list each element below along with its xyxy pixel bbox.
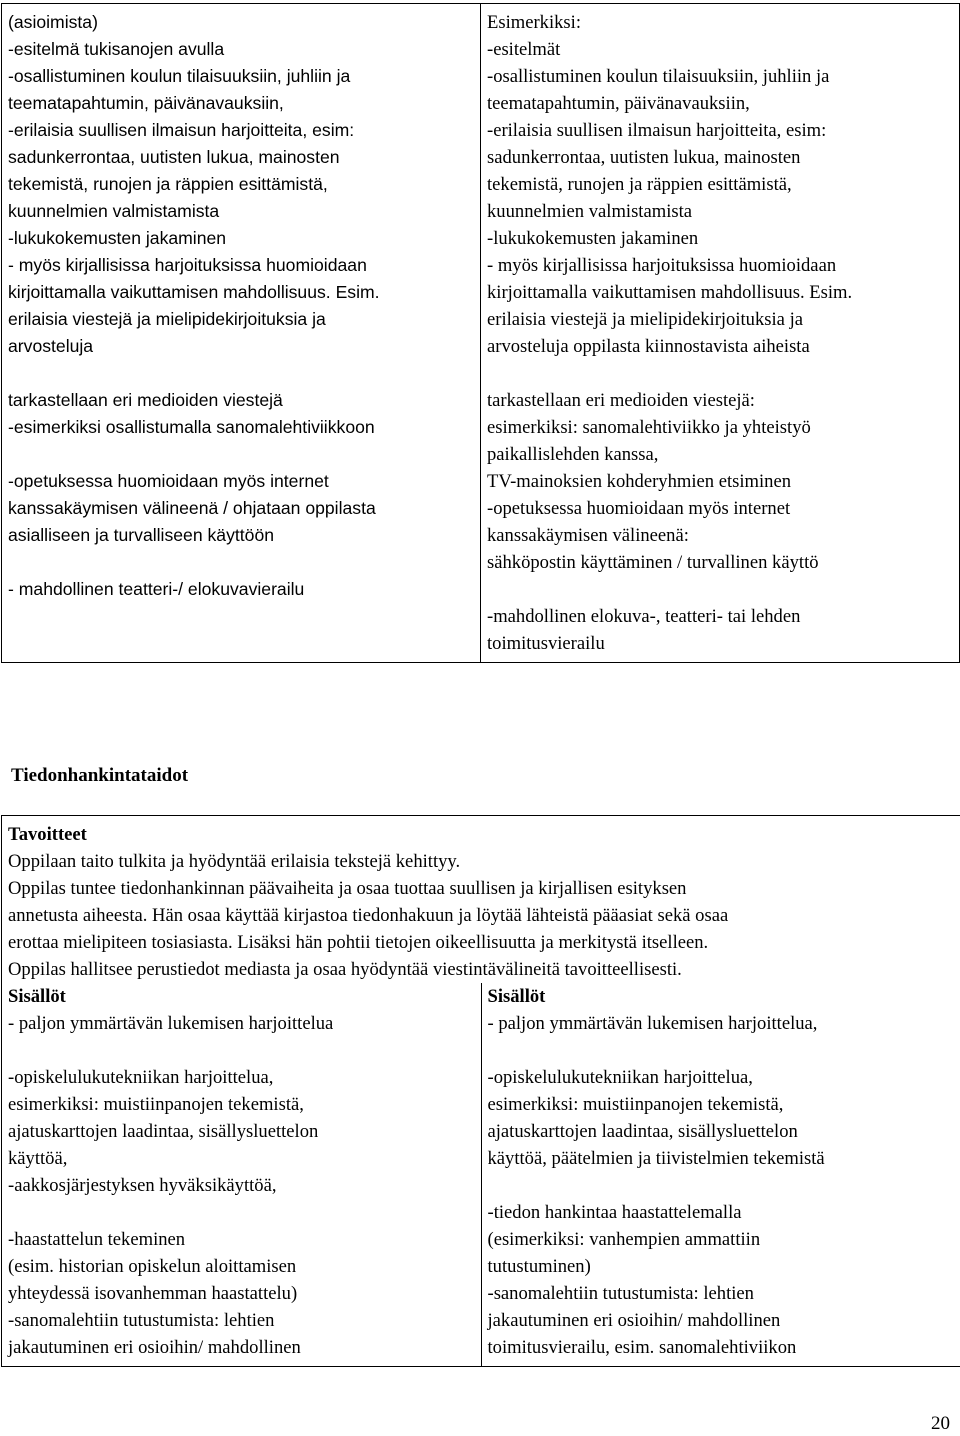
blank-line [8,441,474,468]
text-line: -opiskelulukutekniikan harjoittelua, [8,1067,274,1088]
text-line: -sanomalehtiin tutustumista: lehtien [8,1310,275,1331]
text-line: kuunnelmien valmistamista [8,201,220,221]
text-line: kanssakäymisen välineenä / ohjataan oppilasta [8,498,376,518]
upper-right-cell [481,4,960,663]
text-line: -lukukokemusten jakaminen [487,228,699,249]
text-line: -esimerkiksi osallistumalla sanomalehtiviikkoon [8,417,375,437]
text-line: tekemistä, runojen ja räppien esittämistä, [487,174,792,195]
contents-left-label: Sisällöt [8,986,66,1007]
text-line: -lukukokemusten jakaminen [8,228,227,248]
text-line: TV-mainoksien kohderyhmien etsiminen [487,471,791,492]
lower-left-text [8,1010,475,1361]
text-line: toimitusvierailu [487,633,605,654]
text-line: -opetuksessa huomioidaan myös internet [487,498,791,519]
text-line: sadunkerrontaa, uutisten lukua, mainosten [487,147,801,168]
text-line: sadunkerrontaa, uutisten lukua, mainosten [8,147,340,167]
blank-line [487,576,953,603]
text-line: teematapahtumin, päivänavauksiin, [487,93,750,114]
text-line: -tiedon hankintaa haastattelemalla [487,1202,742,1223]
text-line: esimerkiksi: muistiinpanojen tekemistä, [8,1094,304,1115]
text-line: kuunnelmien valmistamista [487,201,693,222]
text-line: erilaisia viestejä ja mielipidekirjoituksia ja [8,309,326,329]
blank-line [488,1172,955,1199]
text-line: -esitelmät [487,39,561,60]
text-line: (esim. historian opiskelun aloittamisen [8,1256,297,1277]
text-line: yhteydessä isovanhemman haastattelu) [8,1283,298,1304]
text-line: -osallistuminen koulun tilaisuuksiin, juhliin ja [487,66,830,87]
blank-line [8,360,474,387]
text-line: paikallislehden kanssa, [487,444,659,465]
contents-right-label: Sisällöt [487,986,546,1007]
blank-line [8,1199,475,1226]
blank-line [8,549,474,576]
text-line: annetusta aiheesta. Hän osaa käyttää kirjastoa tiedonhakuun ja löytää lähteistä pääasiat sekä osaa [8,905,729,926]
text-line: - mahdollinen teatteri-/ elokuvavierailu [8,579,305,599]
content-table-lower [1,815,960,1367]
text-line: kirjoittamalla vaikuttamisen mahdollisuus. Esim. [487,282,853,303]
section-heading: Tiedonhankintataidot [11,765,189,786]
text-line: (esimerkiksi: vanhempien ammattiin [487,1229,761,1250]
lower-left-cell [2,983,482,1367]
text-line: asialliseen ja turvalliseen käyttöön [8,525,275,545]
text-line: tekemistä, runojen ja räppien esittämistä, [8,174,328,194]
text-line: - myös kirjallisissa harjoituksissa huomioidaan [487,255,837,276]
text-line: tutustuminen) [487,1256,591,1277]
lower-right-text [488,1010,955,1361]
text-line: käyttöä, päätelmien ja tiivistelmien tekemistä [487,1148,825,1169]
text-line: -haastattelun tekeminen [8,1229,186,1250]
text-line: arvosteluja oppilasta kiinnostavista aiheista [487,336,810,357]
text-line: -erilaisia suullisen ilmaisun harjoitteita, esim: [8,120,355,140]
text-line: arvosteluja [8,336,94,356]
blank-line [487,360,953,387]
text-line: -mahdollinen elokuva-, teatteri- tai lehden [487,606,801,627]
blank-line [488,1037,955,1064]
text-line: ajatuskarttojen laadintaa, sisällysluettelon [8,1121,319,1142]
text-line: teematapahtumin, päivänavauksiin, [8,93,284,113]
text-line: -esitelmä tukisanojen avulla [8,39,225,59]
text-line: -opetuksessa huomioidaan myös internet [8,471,329,491]
text-line: -sanomalehtiin tutustumista: lehtien [487,1283,754,1304]
text-line: esimerkiksi: sanomalehtiviikko ja yhteistyö [487,417,811,438]
lower-right-cell [481,983,960,1367]
text-line: jakautuminen eri osioihin/ mahdollinen [8,1337,301,1358]
text-line: kanssakäymisen välineenä: [487,525,689,546]
text-line: Oppilaan taito tulkita ja hyödyntää erilaisia tekstejä kehittyy. [8,851,461,872]
text-line: ajatuskarttojen laadintaa, sisällysluettelon [487,1121,798,1142]
text-line: Oppilas tuntee tiedonhankinnan päävaiheita ja osaa tuottaa suullisen ja kirjallisen esityksen [8,878,687,899]
text-line: -erilaisia suullisen ilmaisun harjoitteita, esim: [487,120,827,141]
text-line: -osallistuminen koulun tilaisuuksiin, juhliin ja [8,66,351,86]
text-line: tarkastellaan eri medioiden viestejä [8,390,283,410]
goals-text [8,848,954,983]
text-line: tarkastellaan eri medioiden viestejä: [487,390,755,411]
content-table-upper [1,3,960,663]
blank-line [8,1037,475,1064]
text-line: - paljon ymmärtävän lukemisen harjoittelua, [487,1013,818,1034]
text-line: erilaisia viestejä ja mielipidekirjoituksia ja [487,309,803,330]
page-number: 20 [931,1413,950,1434]
text-line: -opiskelulukutekniikan harjoittelua, [487,1067,753,1088]
text-line: (asioimista) [8,12,98,32]
text-line: esimerkiksi: muistiinpanojen tekemistä, [487,1094,784,1115]
text-line: Esimerkiksi: [487,12,581,33]
text-line: kirjoittamalla vaikuttamisen mahdollisuus. Esim. [8,282,380,302]
text-line: -aakkosjärjestyksen hyväksikäyttöä, [8,1175,277,1196]
text-line: erottaa mielipiteen tosiasiasta. Lisäksi hän pohtii tietojen oikeellisuutta ja merkitystä itselleen. [8,932,709,953]
text-line: käyttöä, [8,1148,68,1169]
text-line: - myös kirjallisissa harjoituksissa huomioidaan [8,255,367,275]
goals-label: Tavoitteet [8,824,87,845]
goals-cell [2,816,960,984]
text-line: jakautuminen eri osioihin/ mahdollinen [487,1310,781,1331]
text-line: - paljon ymmärtävän lukemisen harjoittelua [8,1013,334,1034]
text-line: toimitusvierailu, esim. sanomalehtiviikon [487,1337,797,1358]
upper-left-cell [2,4,481,663]
text-line: Oppilas hallitsee perustiedot mediasta ja osaa hyödyntää viestintävälineitä tavoitteellisesti. [8,959,682,980]
text-line: sähköpostin käyttäminen / turvallinen käyttö [487,552,819,573]
